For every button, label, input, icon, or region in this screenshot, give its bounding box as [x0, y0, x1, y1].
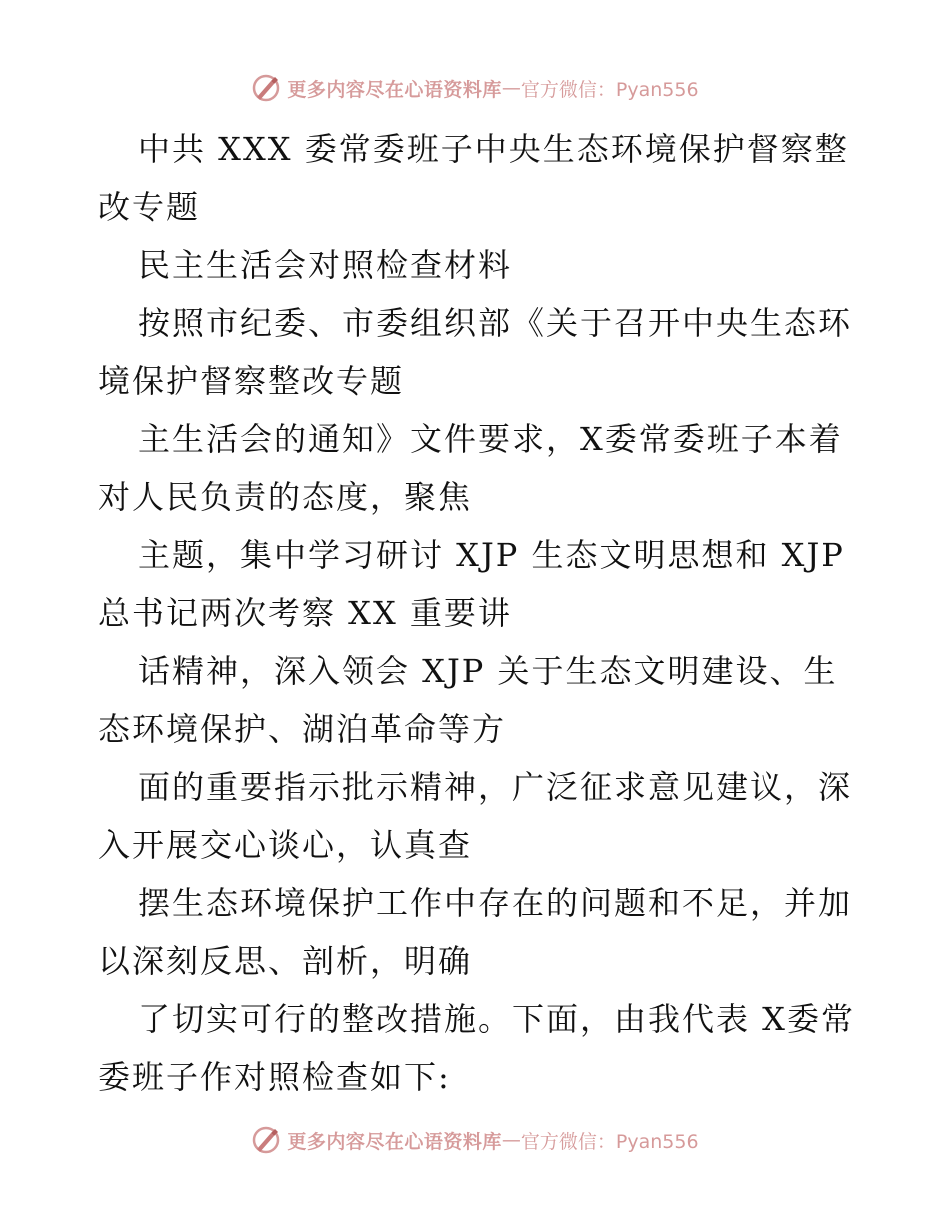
watermark-wechat: 官方微信：Pyan556 — [520, 78, 699, 101]
paragraph-1: 中共 XXX 委常委班子中央生态环境保护督察整改专题 — [98, 130, 849, 226]
document-body — [98, 120, 858, 1106]
pen-logo-icon — [251, 1125, 281, 1155]
header-watermark — [0, 70, 950, 106]
pen-logo-icon — [251, 73, 281, 103]
paragraph-6: 话精神，深入领会 XJP 关于生态文明建设、生态环境保护、湖泊革命等方 — [98, 652, 838, 748]
watermark-text: 更多内容尽在心语资料库 — [287, 1130, 502, 1153]
paragraph-4: 主生活会的通知》文件要求，X委常委班子本着对人民负责的态度，聚焦 — [98, 420, 843, 516]
watermark-separator: — — [501, 77, 521, 99]
paragraph-9: 了切实可行的整改措施。下面，由我代表 X委常委班子作对照检查如下: — [98, 1000, 855, 1096]
watermark-text: 更多内容尽在心语资料库 — [287, 78, 502, 101]
footer-watermark — [0, 1122, 950, 1158]
watermark-wechat: 官方微信：Pyan556 — [520, 1130, 699, 1153]
paragraph-8: 摆生态环境保护工作中存在的问题和不足，并加以深刻反思、剖析，明确 — [98, 884, 853, 980]
paragraph-5: 主题，集中学习研讨 XJP 生态文明思想和 XJP 总书记两次考察 XX 重要讲 — [98, 536, 845, 632]
paragraph-2: 民主生活会对照检查材料 — [138, 246, 513, 284]
paragraph-7: 面的重要指示批示精神，广泛征求意见建议，深入开展交心谈心，认真查 — [98, 768, 853, 864]
paragraph-3: 按照市纪委、市委组织部《关于召开中央生态环境保护督察整改专题 — [98, 304, 853, 400]
watermark-separator: — — [501, 1129, 521, 1151]
